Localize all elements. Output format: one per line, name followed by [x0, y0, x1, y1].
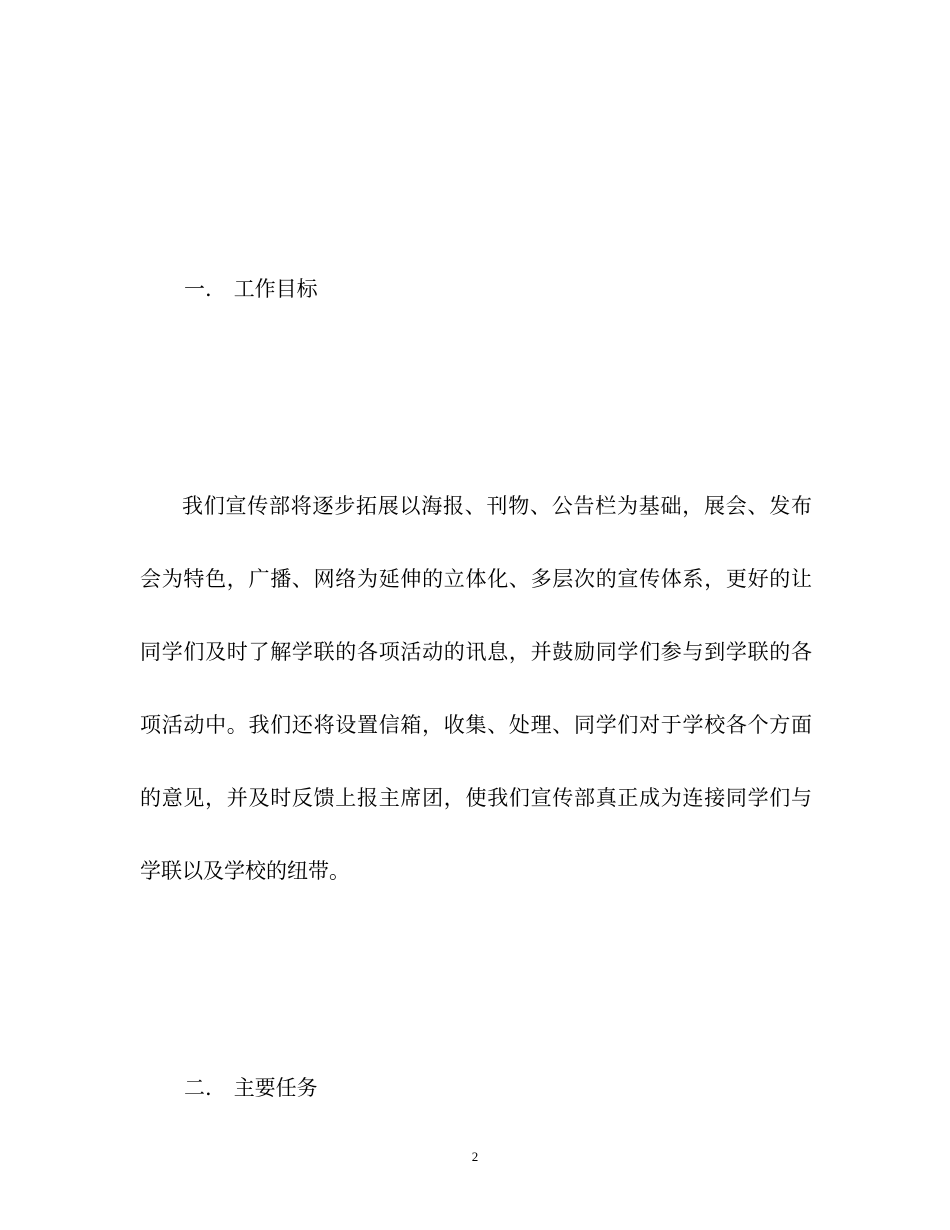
- paragraph-line: 的意见，并及时反馈上报主席团，使我们宣传部真正成为连接同学们与: [140, 786, 812, 810]
- section-heading-goals: [184, 277, 318, 301]
- section-heading-tasks: [184, 1076, 318, 1100]
- page-number: 2: [471, 1149, 479, 1164]
- paragraph-line: 我们宣传部将逐步拓展以海报、刊物、公告栏为基础，展会、发布: [182, 494, 812, 518]
- body-paragraph: [140, 494, 812, 932]
- section-number: 二.: [184, 1076, 212, 1100]
- paragraph-line: 会为特色，广播、网络为延伸的立体化、多层次的宣传体系，更好的让: [140, 567, 812, 591]
- paragraph-line: 项活动中。我们还将设置信箱，收集、处理、同学们对于学校各个方面: [140, 713, 812, 737]
- paragraph-line: 学联以及学校的纽带。: [140, 859, 350, 883]
- section-title: 主要任务: [233, 1076, 318, 1100]
- section-title: 工作目标: [233, 277, 318, 301]
- section-number: 一.: [184, 277, 212, 301]
- paragraph-line: 同学们及时了解学联的各项活动的讯息，并鼓励同学们参与到学联的各: [140, 640, 812, 664]
